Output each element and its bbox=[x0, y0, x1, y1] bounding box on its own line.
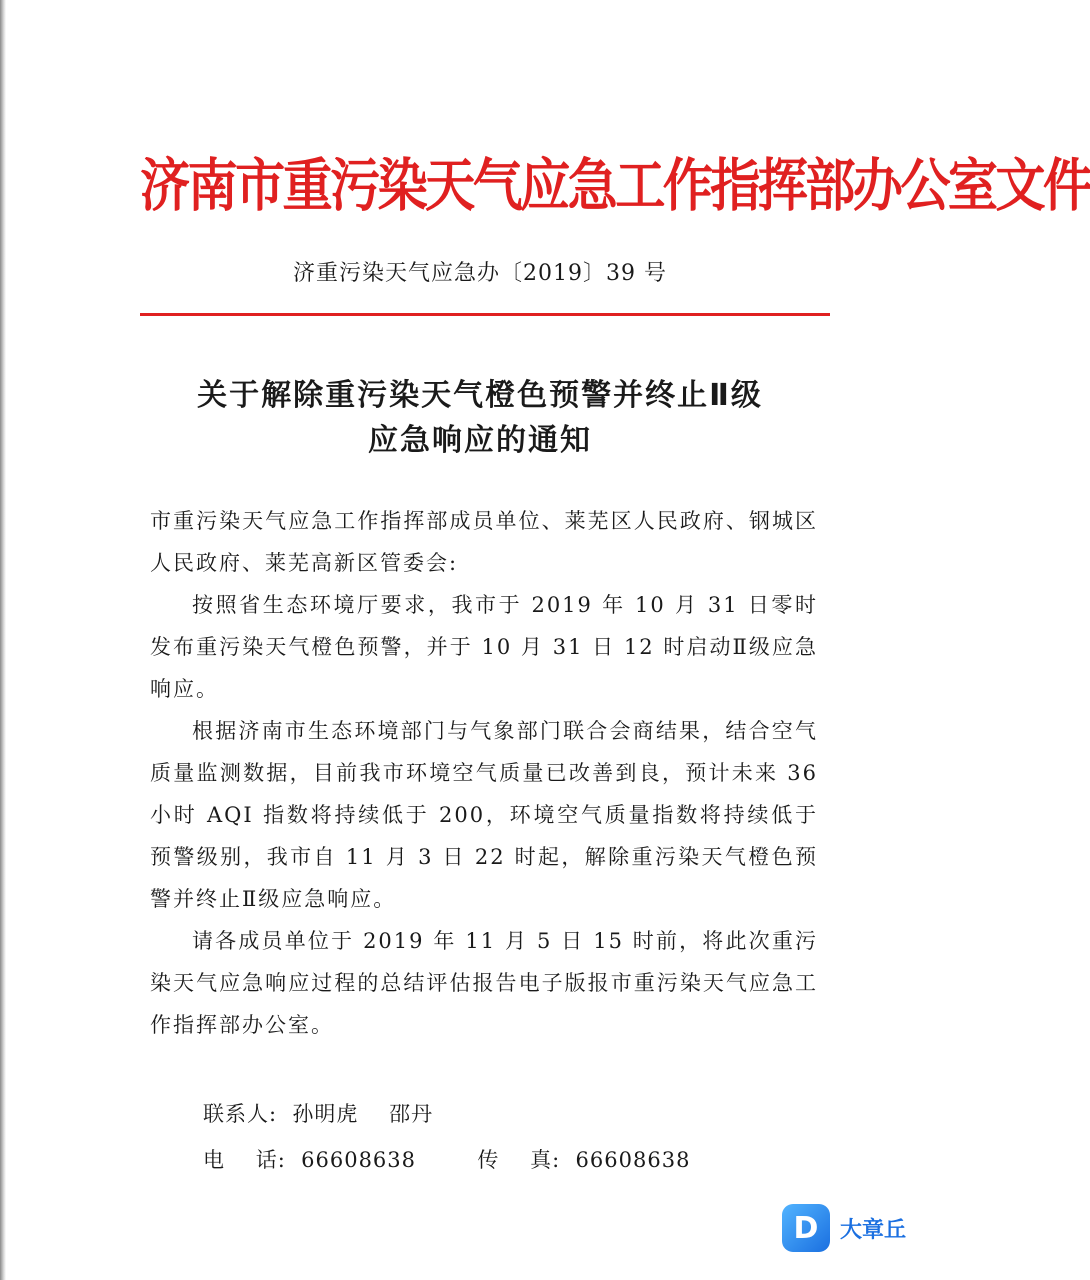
red-divider bbox=[140, 313, 830, 316]
paragraph-3: 请各成员单位于 2019 年 11 月 5 日 15 时前，将此次重污染天气应急响应过程的总结评估报告电子版报市重污染天气应急工作指挥部办公室。 bbox=[150, 929, 818, 1037]
document-number: 济重污染天气应急办〔2019〕39 号 bbox=[293, 261, 667, 286]
notice-title-line2: 应急响应的通知 bbox=[368, 423, 592, 458]
watermark-text: 大章丘 bbox=[840, 1217, 907, 1243]
watermark bbox=[782, 1200, 932, 1256]
notice-body bbox=[150, 500, 818, 1046]
document-masthead: 济南市重污染天气应急工作指挥部办公室文件 bbox=[140, 153, 1090, 219]
contact-person: 联系人: 孙明虎 邵丹 bbox=[203, 1102, 434, 1126]
notice-title-line1: 关于解除重污染天气橙色预警并终止Ⅱ级 bbox=[197, 378, 763, 413]
contact-phone-fax: 电 话: 66608638 传 真: 66608638 bbox=[203, 1148, 691, 1172]
dazhangqiu-logo-icon: D bbox=[782, 1204, 830, 1252]
addressee: 市重污染天气应急工作指挥部成员单位、莱芜区人民政府、钢城区人民政府、莱芜高新区管委会: bbox=[150, 509, 818, 575]
paragraph-1: 按照省生态环境厅要求，我市于 2019 年 10 月 31 日零时发布重污染天气橙色预警，并于 10 月 31 日 12 时启动Ⅱ级应急响应。 bbox=[150, 593, 818, 701]
paragraph-2: 根据济南市生态环境部门与气象部门联合会商结果，结合空气质量监测数据，目前我市环境空气质量已改善到良，预计未来 36 小时 AQI 指数将持续低于 200，环境空气质量指数将持续低于预警级别，我市自 11 月 3 日 22 时起，解除重污染天气橙色预警并终止Ⅱ级应急响应。 bbox=[150, 719, 818, 911]
scan-edge-shadow bbox=[0, 0, 6, 1280]
